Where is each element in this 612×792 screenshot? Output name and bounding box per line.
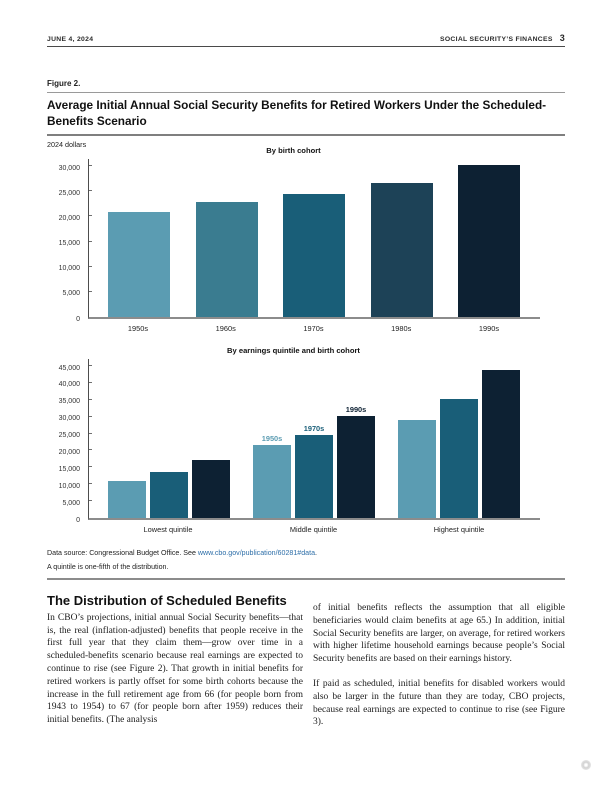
x-axis-label: Highest quintile	[433, 525, 485, 534]
bar-slot	[337, 359, 375, 518]
y-tick-label: 20,000	[58, 448, 80, 456]
bar-slot	[482, 359, 520, 518]
y-tick-label: 30,000	[58, 164, 80, 172]
x-axis-label: 1960s	[215, 324, 236, 333]
bar-middle-quintile-1990s	[337, 416, 375, 518]
chart-by-birth-cohort	[47, 146, 540, 333]
y-tick-mark	[89, 365, 92, 366]
x-axis-labels	[88, 525, 540, 534]
y-tick-label: 15,000	[58, 465, 80, 473]
bar-1980s	[371, 183, 433, 317]
y-tick-mark	[89, 291, 92, 292]
header-page-number: 3	[559, 33, 565, 43]
y-tick-label: 45,000	[58, 364, 80, 372]
bar-1960s	[196, 202, 258, 317]
paragraph: In CBO’s projections, initial annual Social Security benefits—that is, the real (inflation-adjusted) benefits that people receive in the first full year that they claim them—grow over time in a scheduled-benefits scenario because real earnings are expected to continue to rise (see Figure 2). That growth in initial benefits for retired workers is partly offset for some birth cohorts because the increase in the full retirement age from 66 (for people born from 1943 to 1954) to 67 (for people born after 1959) reduces their initial benefits. (The analysis	[47, 612, 303, 726]
bar-group-lowest-quintile	[108, 359, 230, 518]
x-axis-label: 1990s	[478, 324, 500, 333]
y-tick-mark	[89, 266, 92, 267]
plot-area	[88, 359, 540, 520]
y-tick-mark	[89, 241, 92, 242]
y-tick-mark	[89, 382, 92, 383]
y-tick-mark	[89, 190, 92, 191]
chart-title: By earnings quintile and birth cohort	[227, 346, 360, 355]
x-axis-label: Middle quintile	[289, 525, 338, 534]
body-column-right	[313, 595, 565, 741]
bar-1970s	[283, 194, 345, 317]
y-tick-label: 40,000	[58, 381, 80, 389]
figure-title: Average Initial Annual Social Security Benefits for Retired Workers Under the Scheduled-Benefits Scenario	[47, 98, 565, 136]
y-tick-label: 15,000	[58, 240, 80, 247]
paragraph: If paid as scheduled, initial benefits for disabled workers would also be larger in the future than they are today, CBO projects, because real earnings are expected to continue to rise (see Figure 3).	[313, 678, 565, 728]
y-tick-label: 35,000	[58, 398, 80, 406]
series-label-1950s: 1950s	[261, 434, 283, 444]
bar-slot	[253, 359, 291, 518]
data-source-link[interactable]: www.cbo.gov/publication/60281#data	[197, 549, 316, 557]
chart-title: By birth cohort	[266, 146, 321, 155]
bar-slot	[398, 359, 436, 518]
figure-units-label: 2024 dollars	[47, 140, 87, 150]
y-tick-mark	[89, 466, 92, 467]
plot-area	[88, 159, 540, 319]
data-source-period: .	[315, 549, 318, 557]
header-publication-title: SOCIAL SECURITY’S FINANCES	[440, 36, 553, 43]
y-tick-mark	[89, 215, 92, 216]
chart-by-earnings-quintile	[47, 346, 540, 534]
bar-middle-quintile-1950s	[253, 445, 291, 518]
bar-highest-quintile-1970s	[440, 399, 478, 518]
body-column-left	[47, 595, 303, 741]
watermark-icon	[581, 760, 591, 770]
paragraph: of initial benefits reflects the assumption that all eligible beneficiaries would claim benefits at age 65.) In addition, initial Social Security benefits are larger, on average, for retired workers with higher lifetime household earnings because people’s Social Security benefits are based on their earnings history.	[313, 603, 565, 665]
bar-lowest-quintile-1970s	[150, 472, 188, 518]
y-tick-mark	[89, 399, 92, 400]
x-axis-labels	[88, 324, 540, 333]
bar-1990s	[458, 165, 520, 318]
bar-slot	[150, 359, 188, 518]
y-tick-label: 30,000	[58, 415, 80, 423]
y-tick-label: 5,000	[62, 290, 80, 298]
y-tick-label: 5,000	[62, 499, 80, 507]
y-tick-label: 10,000	[58, 265, 80, 273]
bar-middle-quintile-1970s	[295, 435, 333, 518]
y-tick-label: 0	[76, 516, 80, 524]
data-source-text: Data source: Congressional Budget Office. See	[47, 549, 198, 557]
body-text	[47, 595, 565, 741]
y-tick-mark	[89, 165, 92, 166]
y-tick-mark	[89, 433, 92, 434]
y-tick-mark	[89, 449, 92, 450]
y-tick-label: 25,000	[58, 432, 80, 440]
quintile-definition-note: A quintile is one-fifth of the distribution.	[47, 563, 169, 571]
figure-label: Figure 2.	[47, 79, 565, 93]
data-source-note	[47, 546, 565, 560]
x-axis-label: 1980s	[391, 324, 412, 333]
x-axis-label: 1950s	[127, 324, 149, 333]
bar-lowest-quintile-1990s	[192, 460, 230, 518]
bar-slot	[295, 359, 333, 518]
bar-1950s	[108, 212, 170, 317]
y-axis	[47, 359, 88, 524]
bar-slot	[108, 359, 146, 518]
x-axis-label: 1970s	[303, 324, 324, 333]
figure-notes	[47, 546, 565, 580]
series-label-1990s: 1990s	[345, 405, 367, 415]
bar-slot	[440, 359, 478, 518]
bar-lowest-quintile-1950s	[108, 481, 146, 518]
y-tick-label: 10,000	[58, 482, 80, 490]
section-heading: The Distribution of Scheduled Benefits	[47, 593, 287, 608]
y-tick-mark	[89, 483, 92, 484]
y-tick-label: 25,000	[58, 189, 80, 197]
bar-slot	[192, 359, 230, 518]
figure-heading	[47, 79, 565, 149]
y-tick-mark	[89, 500, 92, 501]
y-tick-mark	[89, 416, 92, 417]
bar-group-highest-quintile	[398, 359, 520, 518]
bar-highest-quintile-1990s	[482, 370, 520, 518]
page-header	[47, 33, 565, 47]
x-axis-label: Lowest quintile	[143, 525, 193, 534]
y-axis	[47, 159, 88, 323]
y-tick-label: 0	[76, 315, 80, 323]
header-date: JUNE 4, 2024	[47, 36, 94, 43]
bar-highest-quintile-1950s	[398, 420, 436, 518]
series-label-1970s: 1970s	[303, 423, 325, 433]
bar-group-middle-quintile	[253, 359, 375, 518]
y-tick-label: 20,000	[58, 214, 80, 222]
